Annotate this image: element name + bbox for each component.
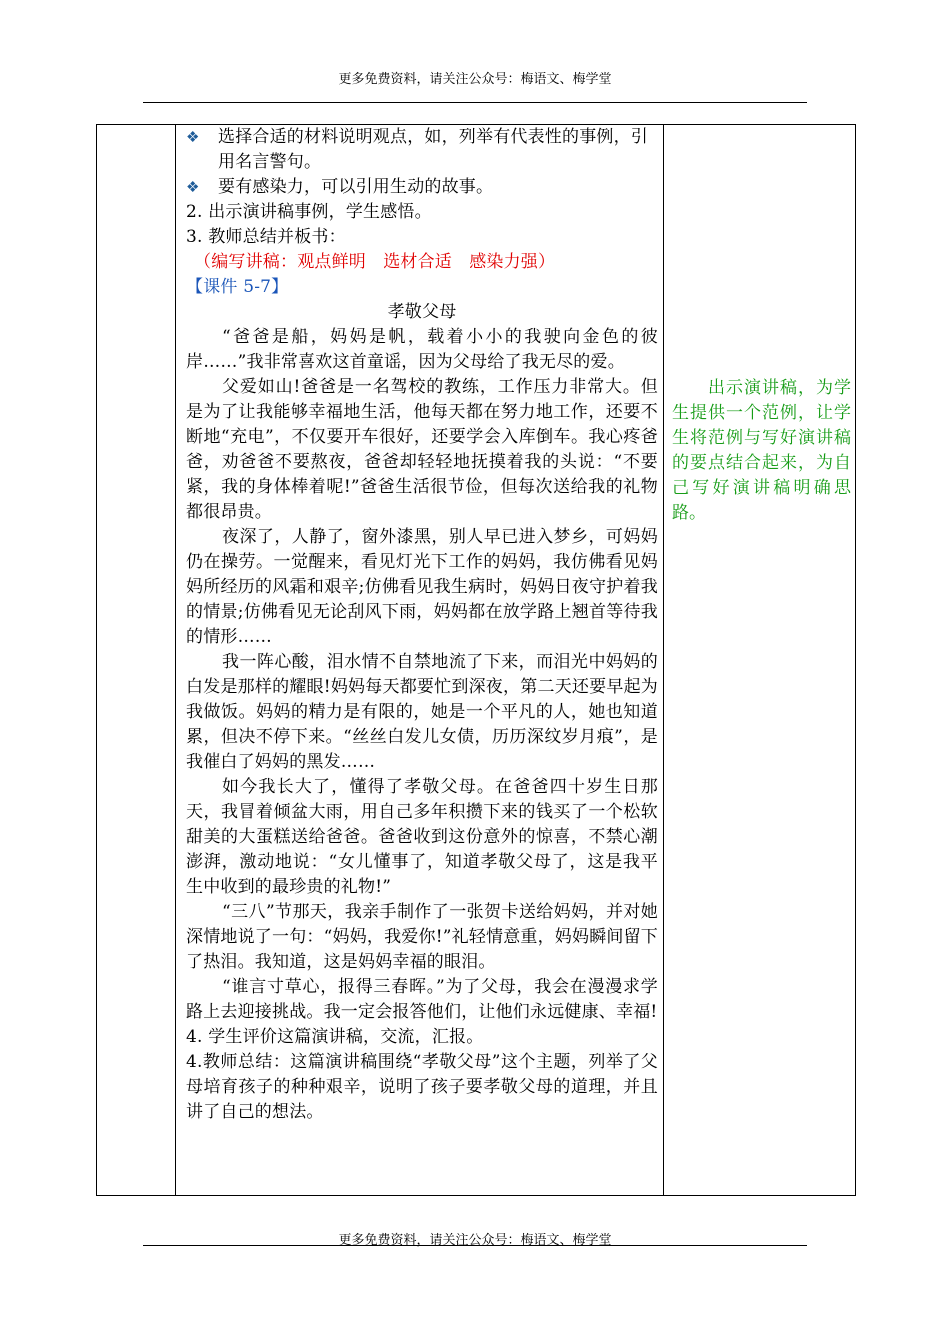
step-2: 2. 出示演讲稿事例，学生感悟。 — [186, 202, 432, 222]
page-footer: 更多免费资料，请关注公众号：梅语文、梅学堂 — [338, 1233, 612, 1248]
speech-paragraph: “谁言寸草心，报得三春晖。”为了父母，我会在漫漫求学路上去迎接挑战。我一定会报答他们，让他们永远健康、幸福! — [186, 977, 658, 1022]
design-intent-note: 出示演讲稿，为学生提供一个范例，让学生将范例与写好演讲稿的要点结合起来，为自己写好演讲稿明确思路。 — [672, 378, 851, 523]
empty-left-cell — [97, 125, 176, 1196]
speech-paragraph: 我一阵心酸，泪水情不自禁地流了下来，而泪光中妈妈的白发是那样的耀眼!妈妈每天都要忙到深夜，第二天还要早起为我做饭。妈妈的精力是有限的，她是一个平凡的人，她也知道累，但决不停下来。“丝丝白发儿女债，历历深纹岁月痕”，是我催白了妈妈的黑发…… — [186, 652, 658, 772]
speech-paragraph: “爸爸是船，妈妈是帆，载着小小的我驶向金色的彼岸……”我非常喜欢这首童谣，因为父母给了我无尽的爱。 — [186, 327, 658, 372]
bullet-item: ❖ 要有感染力，可以引用生动的故事。 — [186, 175, 658, 200]
courseware-label: 【课件 5-7】 — [186, 277, 289, 297]
design-intent-cell — [664, 125, 856, 1196]
speech-paragraph: “三八”节那天，我亲手制作了一张贺卡送给妈妈，并对她深情地说了一句：“妈妈，我爱你!”礼轻情意重，妈妈瞬间留下了热泪。我知道，这是妈妈幸福的眼泪。 — [186, 902, 659, 972]
page-header: 更多免费资料，请关注公众号：梅语文、梅学堂 — [338, 72, 612, 87]
speech-paragraph: 父爱如山!爸爸是一名驾校的教练，工作压力非常大。但是为了让我能够幸福地生活，他每天都在努力地工作，还要不断地“充电”，不仅要开车很好，还要学会入库倒车。我心疼爸爸，劝爸爸不要熬夜，爸爸却轻轻地抚摸着我的头说：“不要紧，我的身体棒着呢!”爸爸生活很节俭，但每次送给我的礼物都很昂贵。 — [186, 377, 658, 522]
speech-paragraph: 夜深了，人静了，窗外漆黑，别人早已进入梦乡，可妈妈仍在操劳。一觉醒来，看见灯光下工作的妈妈，我仿佛看见妈妈所经历的风霜和艰辛;仿佛看见我生病时，妈妈日夜守护着我的情景;仿佛看见无论刮风下雨，妈妈都在放学路上翘首等待我的情形…… — [186, 527, 658, 647]
teaching-process-cell — [176, 125, 664, 1196]
lesson-table — [96, 124, 856, 1196]
speech-paragraph: 如今我长大了，懂得了孝敬父母。在爸爸四十岁生日那天，我冒着倾盆大雨，用自己多年积攒下来的钱买了一个松软甜美的大蛋糕送给爸爸。爸爸收到这份意外的惊喜，不禁心潮澎湃，激动地说：“女儿懂事了，知道孝敬父母了，这是我平生中收到的最珍贵的礼物!” — [186, 777, 658, 897]
bullet-item: ❖ 选择合适的材料说明观点，如，列举有代表性的事例，引用名言警句。 — [186, 125, 658, 175]
speech-title: 孝敬父母 — [387, 302, 457, 322]
diamond-bullet-icon: ❖ — [186, 178, 200, 196]
diamond-bullet-icon: ❖ — [186, 128, 200, 146]
footer-rule — [143, 1245, 807, 1246]
header-rule — [143, 102, 807, 103]
board-writing: （编写讲稿：观点鲜明 选材合适 感染力强） — [194, 252, 556, 272]
step-4: 4. 学生评价这篇演讲稿，交流，汇报。 — [186, 1027, 484, 1047]
step-3: 3. 教师总结并板书： — [186, 227, 346, 247]
teacher-summary: 4.教师总结：这篇演讲稿围绕“孝敬父母”这个主题，列举了父母培育孩子的种种艰辛，说明了孩子要孝敬父母的道理，并且讲了自己的想法。 — [186, 1052, 658, 1122]
